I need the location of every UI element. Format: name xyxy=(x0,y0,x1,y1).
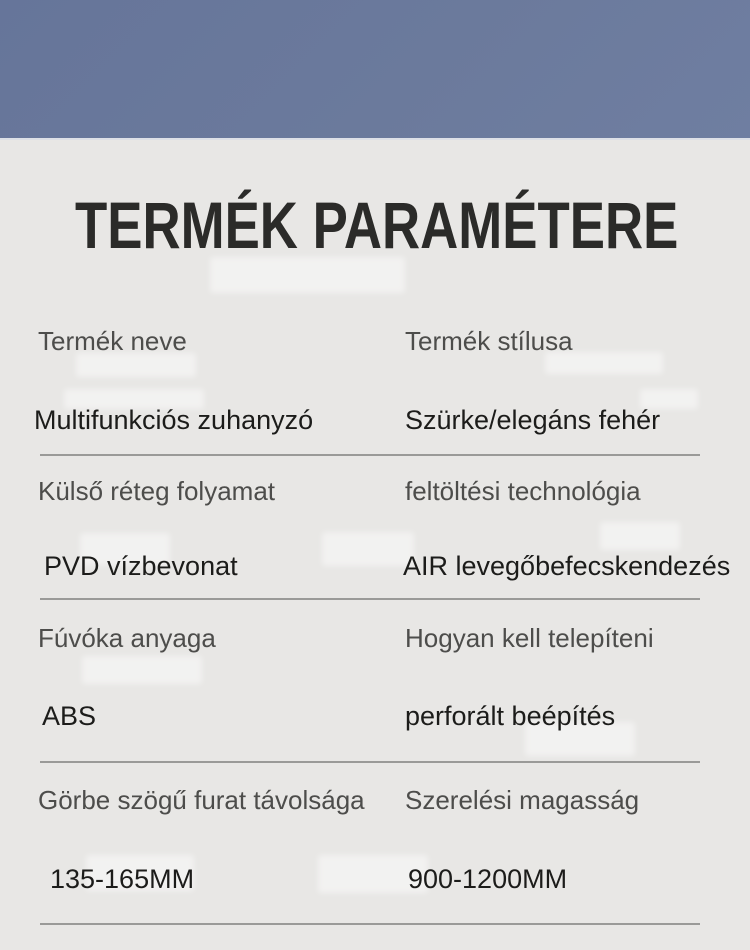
param-value-install-method: perforált beépítés xyxy=(405,701,616,731)
param-value-outer-layer: PVD vízbevonat xyxy=(44,551,238,581)
ghost-mark xyxy=(76,353,196,377)
param-label-product-name: Termék neve xyxy=(38,326,187,356)
section-divider xyxy=(40,923,700,925)
param-label-mount-height: Szerelési magasság xyxy=(405,785,640,815)
section-divider xyxy=(40,761,700,763)
ghost-mark xyxy=(322,532,414,566)
param-label-product-style: Termék stílusa xyxy=(405,326,573,356)
param-value-mount-height: 900-1200MM xyxy=(408,864,568,894)
page-title: TERMÉK PARAMÉTERE xyxy=(75,188,679,262)
param-label-hole-distance: Görbe szögű furat távolsága xyxy=(38,785,365,815)
param-value-fill-technology: AIR levegőbefecskendezés xyxy=(403,551,731,581)
param-label-install-method: Hogyan kell telepíteni xyxy=(405,623,654,653)
ghost-mark xyxy=(210,257,405,293)
param-label-outer-layer: Külső réteg folyamat xyxy=(38,476,276,506)
param-value-product-style: Szürke/elegáns fehér xyxy=(405,405,661,435)
param-label-nozzle-material: Fúvóka anyaga xyxy=(38,623,216,653)
section-divider xyxy=(40,598,700,600)
ghost-mark xyxy=(600,522,680,550)
param-value-hole-distance: 135-165MM xyxy=(50,864,195,894)
param-value-product-name: Multifunkciós zuhanyzó xyxy=(34,405,314,435)
ghost-mark xyxy=(82,656,202,684)
header-band xyxy=(0,0,750,140)
param-label-fill-technology: feltöltési technológia xyxy=(405,476,641,506)
section-divider xyxy=(40,454,700,456)
param-value-nozzle-material: ABS xyxy=(42,701,97,731)
